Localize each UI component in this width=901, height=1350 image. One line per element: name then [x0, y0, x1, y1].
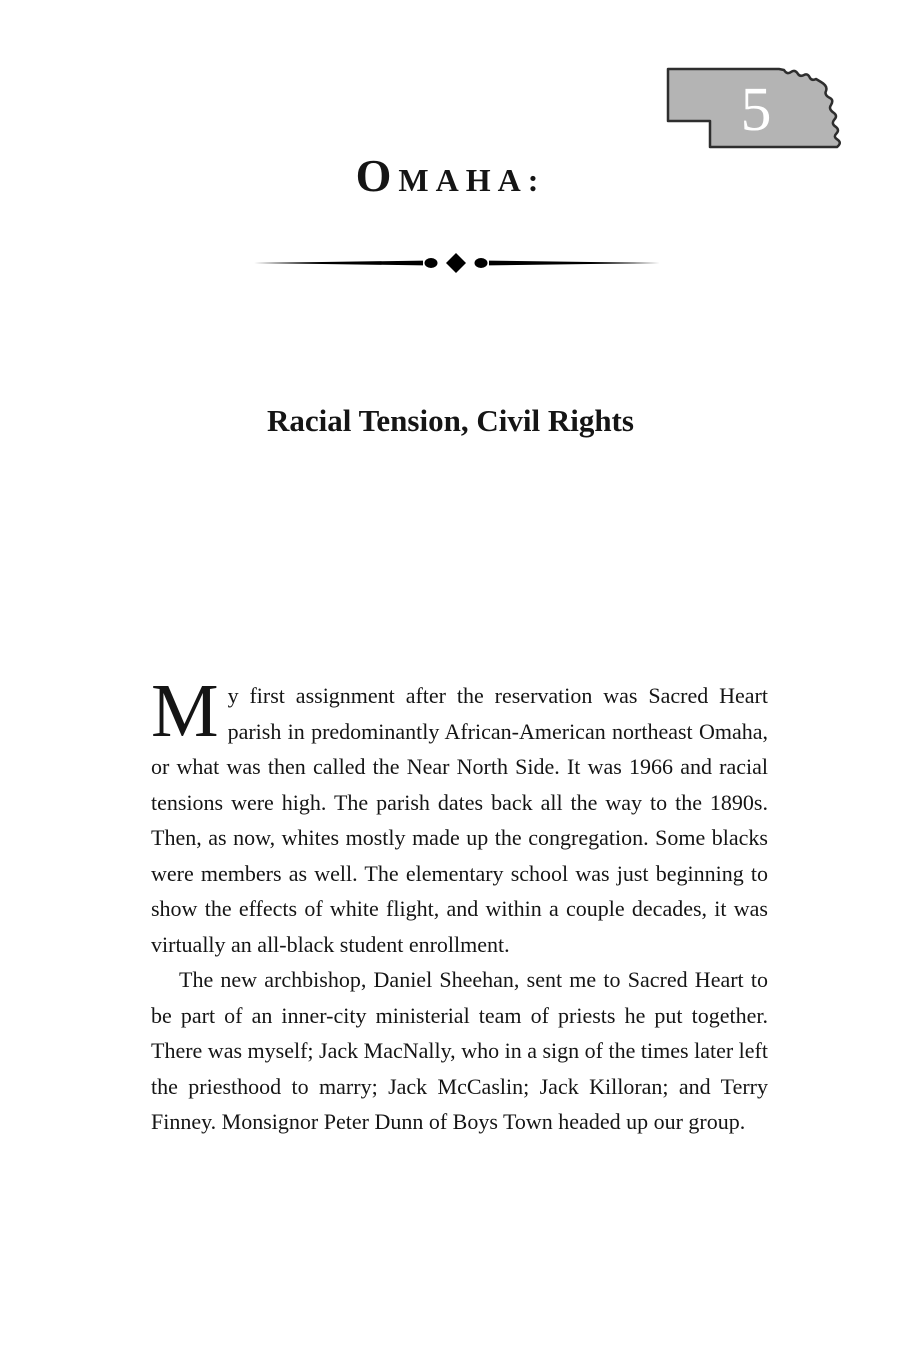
divider-ornament-icon	[250, 251, 662, 275]
chapter-subtitle: Racial Tension, Civil Rights	[267, 403, 634, 438]
chapter-number: 5	[740, 76, 772, 144]
chapter-title-smallcaps: MAHA:	[398, 162, 546, 198]
paragraph-1-text: y first assignment after the reservation was Sacred Heart parish in predominantly African-American northeast Omaha, or what was then called the Near North Side. It was 1966 and racial tensions were high. The parish dates back all the way to the 1890s. Then, as now, whites mostly made up the congregation. Some blacks were members as well. The elementary school was just beginning to show the effects of white flight, and within a couple decades, it was virtually an all-black student enrollment.	[151, 683, 768, 957]
paragraph-2-text: The new archbishop, Daniel Sheehan, sent me to Sacred Heart to be part of an inner-city ministerial team of priests he put together. There was myself; Jack MacNally, who in a sign of the times later left the priesthood to marry; Jack McCaslin; Jack Killoran; and Terry Finney. Monsignor Peter Dunn of Boys Town headed up our group.	[151, 967, 768, 1134]
chapter-badge	[666, 66, 845, 152]
chapter-title-initial: O	[355, 150, 399, 201]
divider-ornament	[250, 251, 662, 275]
paragraph-1	[151, 669, 768, 962]
paragraph-2	[151, 962, 768, 1140]
drop-cap: M	[151, 669, 219, 753]
chapter-title	[0, 152, 901, 204]
body-text	[151, 669, 768, 1140]
